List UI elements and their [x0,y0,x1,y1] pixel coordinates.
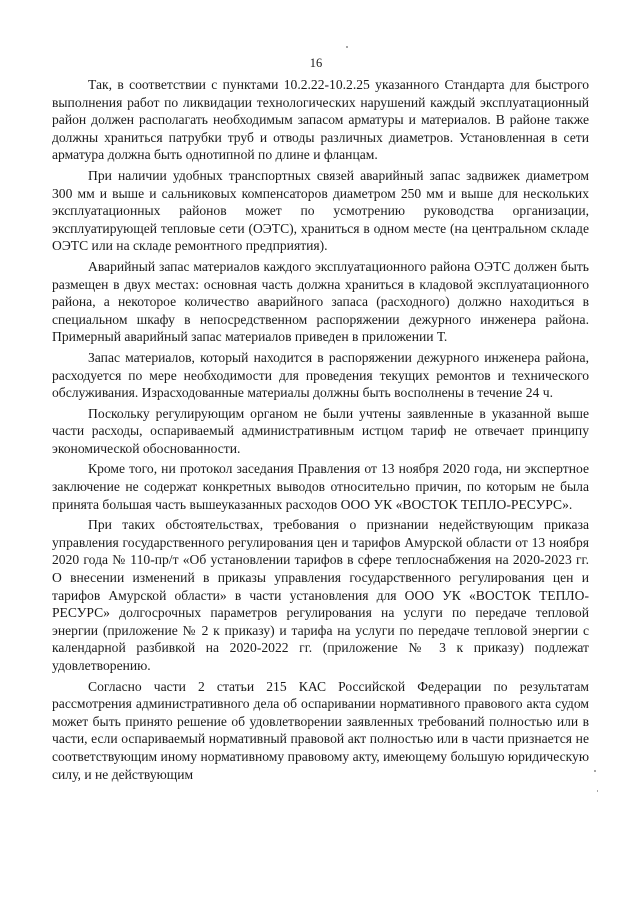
page-number: 16 [309,56,323,70]
paragraph-1: Так, в соответствии с пунктами 10.2.22-10.2.25 указанного Стандарта для быстрого выполнения работ по ликвидации технологических нарушений каждый эксплуатационный район должен располагать необходимым запасом арматуры и материалов. В районе также должны храниться патрубки труб и отводы различных диаметров. Установленная в сети арматура должна быть однотипной по длине и фланцам. [52,77,589,163]
paragraph-7: При таких обстоятельствах, требования о признании недействующим приказа управления государственного регулирования цен и тарифов Амурской области от 13 ноября 2020 года № 110-пр/т «Об установлении тарифов в сфере теплоснабжения на 2020-2023 гг. О внесении изменений в приказы управления государственного регулирования цен и тарифов Амурской области» в части установления для ООО УК «ВОСТОК ТЕПЛО-РЕСУРС» долгосрочных параметров регулирования на услуги по передаче тепловой энергии (приложение № 2 к приказу) и тарифа на услуги по передаче тепловой энергии с календарной разбивкой на 2020-2022 гг. (приложение № 3 к приказу) подлежат удовлетворению. [52,517,589,673]
paragraph-3: Аварийный запас материалов каждого эксплуатационного района ОЭТС должен быть размещен в двух местах: основная часть должна храниться в кладовой эксплуатационного района, а некоторое количество аварийного запаса (расходного) должно находиться в специальном шкафу в непосредственном распоряжении дежурного инженера района. Примерный аварийный запас материалов приведен в приложении Т. [52,258,589,345]
document-body [52,76,589,786]
paragraph-4: Запас материалов, который находится в распоряжении дежурного инженера района, расходуется по мере необходимости для проведения текущих ремонтов и технического обслуживания. Израсходованные материалы должны быть восполнены в течение 24 ч. [52,349,589,401]
paragraph-2: При наличии удобных транспортных связей аварийный запас задвижек диаметром 300 мм и выше и сальниковых компенсаторов диаметром 250 мм и выше для нескольких эксплуатационных районов может по усмотрению руководства организации, эксплуатирующей тепловые сети (ОЭТС), храниться в одном месте (на центральном складе ОЭТС или на складе ремонтного предприятия). [52,167,589,254]
scan-speck [597,790,598,792]
scan-speck [594,770,596,772]
paragraph-6: Кроме того, ни протокол заседания Правления от 13 ноября 2020 года, ни экспертное заключение не содержат конкретных выводов относительно причин, по которым не была принята большая часть вышеуказанных расходов ООО УК «ВОСТОК ТЕПЛО-РЕСУРС». [52,461,589,512]
paragraph-5: Поскольку регулирующим органом не были учтены заявленные в указанной выше части расходы, оспариваемый административным истцом тариф не отвечает принципу экономической обоснованности. [52,405,589,456]
paragraph-8: Согласно части 2 статьи 215 КАС Российской Федерации по результатам рассмотрения административного дела об оспаривании нормативного правового акта судом может быть принято решение об удовлетворении заявленных требований полностью или в части, если оспариваемый нормативный правовой акт полностью или в части признается не соответствующим иному нормативному правовому акту, имеющему большую юридическую силу, и не действующим [52,678,589,782]
scan-speck [346,46,348,48]
